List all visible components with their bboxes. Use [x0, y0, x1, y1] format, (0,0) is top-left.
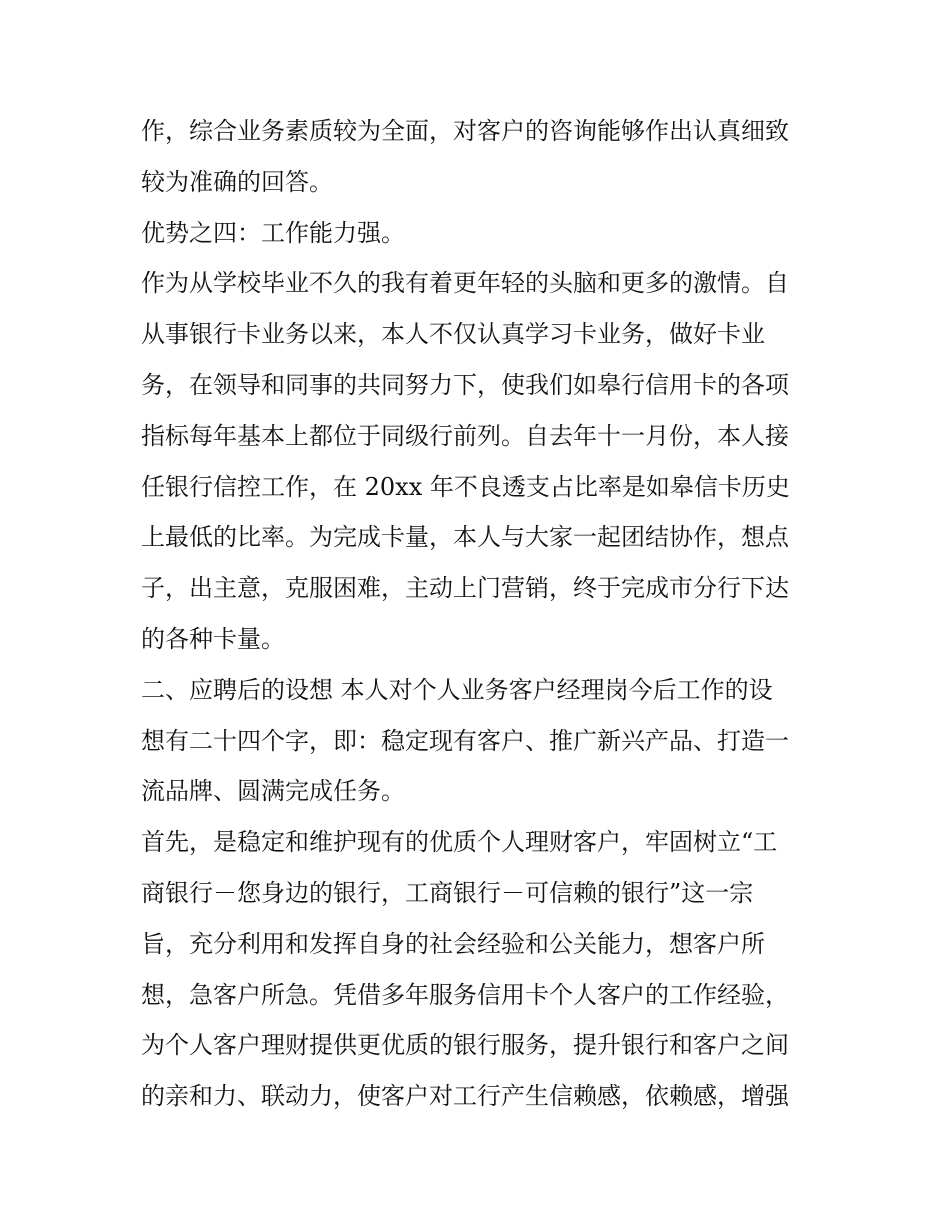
- document-body: [141, 106, 821, 1122]
- text-line: 作为从学校毕业不久的我有着更年轻的头脑和更多的激情。自: [141, 269, 789, 298]
- section-heading-line: 二、应聘后的设想 本人对个人业务客户经理岗今后工作的设: [141, 675, 773, 704]
- text-line: 指标每年基本上都位于同级行前列。自去年十一月份，本人接: [141, 421, 789, 450]
- text-line: 为个人客户理财提供更优质的银行服务，提升银行和客户之间: [141, 1031, 789, 1060]
- text-line: 务，在领导和同事的共同努力下，使我们如皋行信用卡的各项: [141, 370, 789, 399]
- text-line: 任银行信控工作，在 20xx 年不良透支占比率是如皋信卡历史: [141, 472, 790, 501]
- section-heading-line: 优势之四：工作能力强。: [141, 218, 405, 247]
- text-line: 子，出主意，克服困难，主动上门营销，终于完成市分行下达: [141, 574, 789, 603]
- text-line: 想，急客户所急。凭借多年服务信用卡个人客户的工作经验，: [141, 980, 789, 1009]
- text-line: 流品牌、圆满完成任务。: [141, 777, 405, 806]
- text-line: 从事银行卡业务以来，本人不仅认真学习卡业务，做好卡业: [141, 320, 765, 349]
- text-line: 想有二十四个字，即：稳定现有客户、推广新兴产品、打造一: [141, 726, 789, 755]
- text-line: 的各种卡量。: [141, 624, 285, 653]
- text-line: 作，综合业务素质较为全面，对客户的咨询能够作出认真细致: [141, 117, 789, 145]
- text-line: 的亲和力、联动力，使客户对工行产生信赖感，依赖感，增强: [141, 1082, 789, 1111]
- text-line: 旨，充分利用和发挥自身的社会经验和公关能力，想客户所: [141, 929, 765, 958]
- text-line: 商银行－您身边的银行，工商银行－可信赖的银行”这一宗: [141, 878, 754, 907]
- text-line: 首先，是稳定和维护现有的优质个人理财客户，牢固树立“工: [141, 828, 778, 857]
- text-line: 较为准确的回答。: [141, 167, 333, 196]
- text-line: 上最低的比率。为完成卡量，本人与大家一起团结协作，想点: [141, 523, 789, 552]
